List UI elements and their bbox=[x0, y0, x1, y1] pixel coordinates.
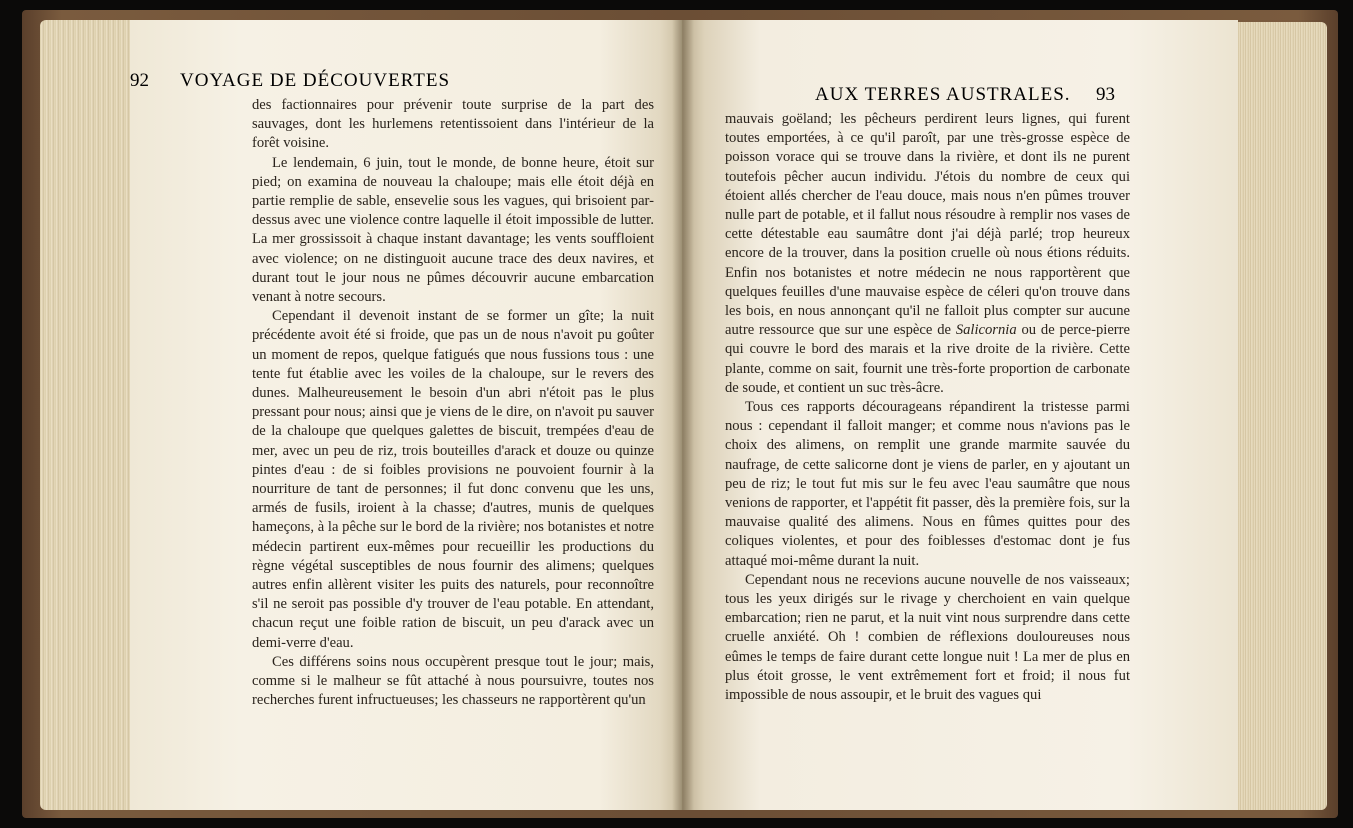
left-page-number: 92 bbox=[130, 70, 149, 91]
left-running-head: VOYAGE DE DÉCOUVERTES bbox=[180, 70, 451, 91]
left-paragraph-2: Le lendemain, 6 juin, tout le monde, de bonne heure, étoit sur pied; on examina de nouveau la chaloupe; mais elle étoit déjà en partie remplie de sable, ensevelie sous les vagues, qui brisoient par-dessus avec une violence contre laquelle il étoit impossible de lutter. La mer grossissoit à chaque instant davantage; les vents souffloient avec violence; on ne distinguoit aucune trace des deux navires, et durant tout le jour nous ne pûmes découvrir aucune embarcation venant à notre secours. bbox=[252, 154, 654, 306]
right-running-head: AUX TERRES AUSTRALES. bbox=[815, 84, 1071, 105]
left-page-body bbox=[252, 96, 654, 711]
right-paragraph-1-start: mauvais goëland; les pêcheurs perdirent leurs lignes, qui furent toutes emportées, à ce qu'il paroît, par une très-grosse espèce de poisson vorace qui se trouve dans la rivière, et dont ils ne purent toutefois pêcher aucun individu. J'étois du nombre de ceux qui étoient allés chercher de l'eau douce, mais nous n'en pûmes trouver nulle part de potable, et il fallut nous résoudre à remplir nos vases de cette détestable eau saumâtre dont j'ai déjà parlé; trop heureux encore de la trouver, dans la position cruelle où nous étions réduits. Enfin nos botanistes et notre médecin ne nous rapportèrent que quelques feuilles d'une mauvaise espèce de céleri qu'on trouve dans les bois, en nous annonçant qu'il ne falloit plus compter sur aucune autre ressource que sur une espèce de bbox=[725, 111, 1130, 339]
salicornia-term: Salicornia bbox=[955, 322, 1017, 339]
right-paragraph-1-end: ou de perce-pierre qui couvre le bord des marais et la rive droite de la rivière. Cette plante, comme on sait, fournit une très-forte proportion de carbonate de soude, et contient un suc très-âcre. bbox=[725, 322, 1130, 396]
right-paragraph-2: Tous ces rapports décourageans répandirent la tristesse parmi nous : cependant il falloit manger; et comme nous n'avions pas le choix des alimens, on remplit une grande marmite sauvée du naufrage, de cette salicorne dont je viens de parler, en y ajoutant un peu de riz; le tout fut mis sur le feu avec l'eau saumâtre que nous venions de rapporter, et l'appétit fit passer, dès la première fois, sur la mauvaise qualité des alimens. Nous en fûmes quittes pour des coliques violentes, et pour des foiblesses d'estomac dont je fus attaqué moi-même durant la nuit. bbox=[725, 399, 1130, 569]
right-paragraph-3: Cependant nous ne recevions aucune nouvelle de nos vaisseaux; tous les yeux dirigés sur le rivage y cherchoient en vain quelque embarcation; rien ne parut, et la nuit vint nous surprendre dans cette cruelle anxiété. Oh ! combien de réflexions douloureuses nous eûmes le temps de faire durant cette longue nuit ! La mer de plus en plus étoit grosse, le vent extrêmement fort et froid; il nous fut impossible de nous assoupir, et le bruit des vagues qui bbox=[725, 571, 1130, 704]
page-edges-left bbox=[40, 20, 135, 810]
left-paragraph-1: des factionnaires pour prévenir toute surprise de la part des sauvages, dont les hurlemens retentissoient dans l'intérieur de la forêt voisine. bbox=[252, 97, 654, 152]
left-paragraph-3: Cependant il devenoit instant de se former un gîte; la nuit précédente avoit été si froide, que pas un de nous n'avoit pu goûter un moment de repos, quelque fatigués que nous fussions tous : une tente fut établie avec les voiles de la chaloupe, sur le revers des dunes. Malheureusement le besoin d'un abri n'étoit pas le plus pressant pour nous; ainsi que je viens de le dire, on n'avoit pu sauver de la chaloupe que quelques galettes de biscuit, trempées d'eau de mer, avec un peu de riz, trois bouteilles d'arack et douze ou quinze pintes d'eau : de si foibles provisions ne pouvoient fournir à la nourriture de tant de personnes; il fut donc convenu que les uns, armés de fusils, iroient à la chasse; d'autres, munis de quelques hameçons, à la pêche sur le bord de la rivière; nos botanistes et notre médecin partirent eux-mêmes pour recueillir les productions du règne végétal susceptibles de nous fournir des alimens; quelques autres enfin allèrent visiter les puits des naturels, pour reconnoître s'il ne seroit pas possible d'y trouver de l'eau potable. En attendant, chacun reçut une foible ration de biscuit, un peu d'arack avec un demi-verre d'eau. bbox=[252, 308, 654, 651]
right-paragraph-1 bbox=[725, 110, 1130, 398]
book-gutter bbox=[672, 20, 694, 810]
left-paragraph-4: Ces différens soins nous occupèrent presque tout le jour; mais, comme si le malheur se fût attaché à nous poursuivre, toutes nos recherches furent infructueuses; les chasseurs ne rapportèrent qu'un bbox=[252, 653, 654, 709]
page-edges-right bbox=[1235, 22, 1327, 810]
right-page-body bbox=[725, 110, 1130, 705]
right-page-number: 93 bbox=[1096, 84, 1115, 105]
